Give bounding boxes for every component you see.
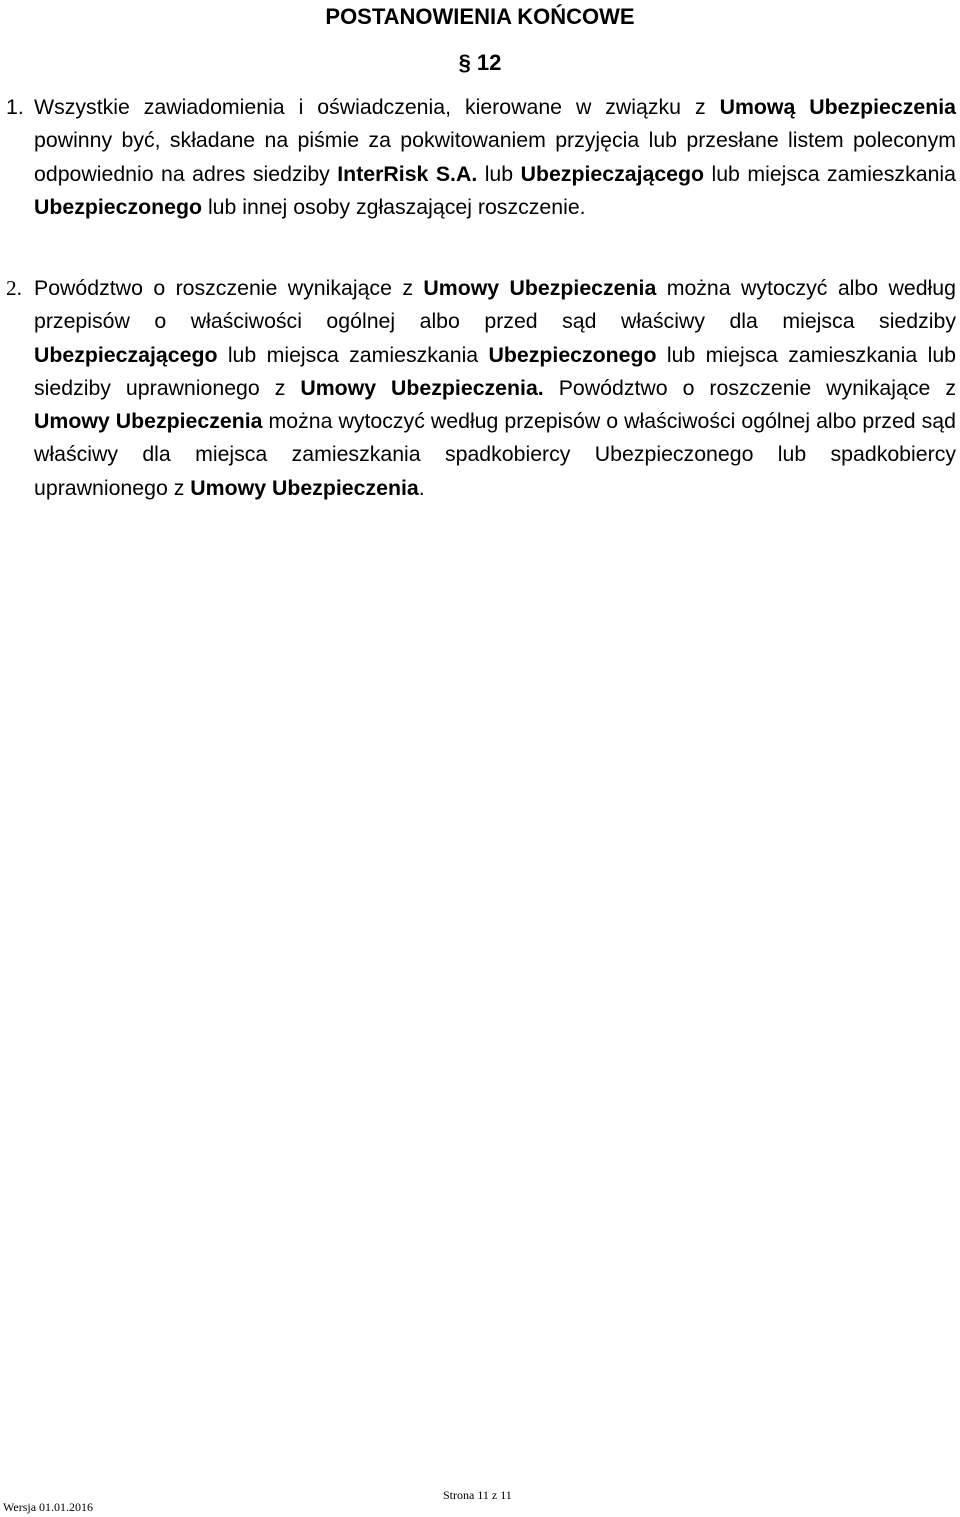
footer-version: Wersja 01.01.2016	[3, 1500, 94, 1514]
paragraph-2-number: 2.	[6, 276, 22, 300]
paragraph-1	[6, 91, 956, 224]
paragraph-2-text: Powództwo o roszczenie wynikające z Umowy Ubezpieczenia można wytoczyć albo według przepisów o właściwości ogólnej albo przed sąd właściwy dla miejsca siedziby Ubezpieczającego lub miejsca zamieszkania Ubezpieczonego lub miejsca zamieszkania lub siedziby uprawnionego z Umowy Ubezpieczenia. Powództwo o roszczenie wynikające z Umowy Ubezpieczenia można wytoczyć według przepisów o właściwości ogólnej albo przed sąd właściwy dla miejsca zamieszkania spadkobiercy Ubezpieczonego lub spadkobiercy uprawnionego z Umowy Ubezpieczenia.	[34, 276, 957, 500]
paragraph-1-text: Wszystkie zawiadomienia i oświadczenia, kierowane w związku z Umową Ubezpieczenia powinny być, składane na piśmie za pokwitowaniem przyjęcia lub przesłane listem poleconym odpowiednio na adres siedziby InterRisk S.A. lub Ubezpieczającego lub miejsca zamieszkania Ubezpieczonego lub innej osoby zgłaszającej roszczenie.	[34, 95, 956, 219]
paragraph-1-number: 1.	[6, 95, 24, 119]
section-number: § 12	[458, 50, 502, 75]
document-heading: POSTANOWIENIA KOŃCOWE	[325, 4, 635, 29]
paragraph-2	[6, 272, 957, 505]
footer-page-number: Strona 11 z 11	[443, 1488, 512, 1502]
